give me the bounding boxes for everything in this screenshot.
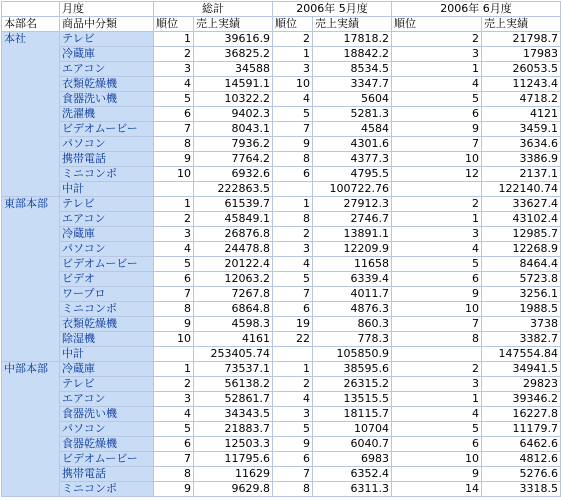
june-rank-cell: 2 <box>392 197 482 212</box>
header-june-sales: 売上実績 <box>482 17 561 32</box>
june-sales-cell: 29823 <box>482 377 561 392</box>
table-row <box>2 287 561 302</box>
may-sales-cell: 4011.7 <box>313 287 392 302</box>
subtotal-label-cell: 中計 <box>60 182 154 197</box>
header-total-rank: 順位 <box>154 17 194 32</box>
table-row <box>2 167 561 182</box>
total-sales-cell: 39616.9 <box>194 32 273 47</box>
june-rank-cell: 1 <box>392 392 482 407</box>
total-rank-cell: 2 <box>154 377 194 392</box>
may-sales-cell: 4301.6 <box>313 137 392 152</box>
product-cell: ビデオムービー <box>60 122 154 137</box>
june-rank-cell: 2 <box>392 362 482 377</box>
total-rank-cell: 3 <box>154 62 194 77</box>
june-sales-cell: 3634.6 <box>482 137 561 152</box>
may-rank-cell: 3 <box>273 62 313 77</box>
june-rank-cell: 5 <box>392 422 482 437</box>
june-sales-cell: 4121 <box>482 107 561 122</box>
total-sales-cell: 7764.2 <box>194 152 273 167</box>
may-rank-cell: 6 <box>273 167 313 182</box>
total-rank-cell: 8 <box>154 137 194 152</box>
subtotal-row <box>2 182 561 197</box>
subtotal-row <box>2 347 561 362</box>
may-rank-cell: 1 <box>273 47 313 62</box>
subtotal-empty-cell <box>154 347 194 362</box>
total-sales-cell: 61539.7 <box>194 197 273 212</box>
product-cell: エアコン <box>60 212 154 227</box>
total-sales-cell: 52861.7 <box>194 392 273 407</box>
total-sales-cell: 6864.8 <box>194 302 273 317</box>
header-branch: 本部名 <box>2 17 60 32</box>
may-sales-cell: 18842.2 <box>313 47 392 62</box>
subtotal-june-sales-cell: 147554.84 <box>482 347 561 362</box>
header-may: 2006年 5月度 <box>273 2 392 17</box>
table-row <box>2 92 561 107</box>
total-sales-cell: 26876.8 <box>194 227 273 242</box>
table-row <box>2 152 561 167</box>
may-rank-cell: 5 <box>273 272 313 287</box>
product-cell: パソコン <box>60 422 154 437</box>
total-rank-cell: 5 <box>154 257 194 272</box>
may-rank-cell: 1 <box>273 197 313 212</box>
product-cell: パソコン <box>60 242 154 257</box>
table-row <box>2 62 561 77</box>
product-cell: 携帯電話 <box>60 467 154 482</box>
table-row <box>2 122 561 137</box>
june-rank-cell: 3 <box>392 227 482 242</box>
may-rank-cell: 4 <box>273 392 313 407</box>
total-rank-cell: 3 <box>154 227 194 242</box>
product-cell: ワープロ <box>60 287 154 302</box>
june-sales-cell: 16227.8 <box>482 407 561 422</box>
may-rank-cell: 2 <box>273 377 313 392</box>
may-sales-cell: 27912.3 <box>313 197 392 212</box>
june-sales-cell: 3738 <box>482 317 561 332</box>
june-rank-cell: 7 <box>392 137 482 152</box>
total-sales-cell: 7936.2 <box>194 137 273 152</box>
total-rank-cell: 8 <box>154 467 194 482</box>
product-cell: 食器洗い機 <box>60 92 154 107</box>
may-rank-cell: 8 <box>273 212 313 227</box>
subtotal-june-sales-cell: 122140.74 <box>482 182 561 197</box>
total-sales-cell: 34343.5 <box>194 407 273 422</box>
table-row <box>2 47 561 62</box>
table-row <box>2 212 561 227</box>
may-rank-cell: 2 <box>273 32 313 47</box>
total-sales-cell: 10322.2 <box>194 92 273 107</box>
header-june: 2006年 6月度 <box>392 2 561 17</box>
table-row <box>2 302 561 317</box>
may-sales-cell: 6983 <box>313 452 392 467</box>
may-sales-cell: 12209.9 <box>313 242 392 257</box>
june-sales-cell: 4718.2 <box>482 92 561 107</box>
may-rank-cell: 7 <box>273 287 313 302</box>
subtotal-empty-cell <box>154 182 194 197</box>
table-row <box>2 107 561 122</box>
product-cell: 洗濯機 <box>60 107 154 122</box>
header-june-rank: 順位 <box>392 17 482 32</box>
may-rank-cell: 6 <box>273 452 313 467</box>
june-rank-cell: 5 <box>392 257 482 272</box>
june-rank-cell: 9 <box>392 287 482 302</box>
header-empty-cell <box>2 2 60 17</box>
product-cell: ビデオムービー <box>60 452 154 467</box>
total-sales-cell: 14591.1 <box>194 77 273 92</box>
subtotal-may-sales-cell: 100722.76 <box>313 182 392 197</box>
total-sales-cell: 8043.1 <box>194 122 273 137</box>
total-rank-cell: 1 <box>154 362 194 377</box>
may-sales-cell: 860.3 <box>313 317 392 332</box>
header-total-sales: 売上実績 <box>194 17 273 32</box>
product-cell: 食器乾燥機 <box>60 437 154 452</box>
subtotal-total-sales-cell: 222863.5 <box>194 182 273 197</box>
may-sales-cell: 778.3 <box>313 332 392 347</box>
product-cell: 冷蔵庫 <box>60 47 154 62</box>
total-sales-cell: 4598.3 <box>194 317 273 332</box>
table-row <box>2 197 561 212</box>
total-sales-cell: 56138.2 <box>194 377 273 392</box>
table-row <box>2 332 561 347</box>
total-rank-cell: 1 <box>154 32 194 47</box>
table-row <box>2 32 561 47</box>
table-row <box>2 317 561 332</box>
branch-name-cell: 本社 <box>2 32 60 197</box>
june-sales-cell: 11243.4 <box>482 77 561 92</box>
total-sales-cell: 4161 <box>194 332 273 347</box>
total-rank-cell: 4 <box>154 77 194 92</box>
product-cell: テレビ <box>60 32 154 47</box>
may-rank-cell: 4 <box>273 92 313 107</box>
may-rank-cell: 3 <box>273 407 313 422</box>
june-sales-cell: 12268.9 <box>482 242 561 257</box>
total-rank-cell: 6 <box>154 437 194 452</box>
may-rank-cell: 9 <box>273 437 313 452</box>
june-rank-cell: 6 <box>392 107 482 122</box>
total-sales-cell: 34588 <box>194 62 273 77</box>
june-rank-cell: 4 <box>392 407 482 422</box>
june-sales-cell: 2137.1 <box>482 167 561 182</box>
header-product: 商品中分類 <box>60 17 154 32</box>
table-row <box>2 392 561 407</box>
sales-ranking-table <box>1 1 561 497</box>
june-rank-cell: 14 <box>392 482 482 497</box>
subtotal-total-sales-cell: 253405.74 <box>194 347 273 362</box>
product-cell: テレビ <box>60 197 154 212</box>
june-rank-cell: 6 <box>392 437 482 452</box>
may-sales-cell: 5604 <box>313 92 392 107</box>
total-rank-cell: 5 <box>154 92 194 107</box>
june-rank-cell: 4 <box>392 77 482 92</box>
june-sales-cell: 3459.1 <box>482 122 561 137</box>
june-sales-cell: 8464.4 <box>482 257 561 272</box>
table-row <box>2 467 561 482</box>
may-sales-cell: 6311.3 <box>313 482 392 497</box>
product-cell: エアコン <box>60 62 154 77</box>
total-rank-cell: 4 <box>154 407 194 422</box>
total-sales-cell: 12503.3 <box>194 437 273 452</box>
june-rank-cell: 3 <box>392 47 482 62</box>
may-sales-cell: 4377.3 <box>313 152 392 167</box>
may-sales-cell: 10704 <box>313 422 392 437</box>
header-may-rank: 順位 <box>273 17 313 32</box>
table-row <box>2 422 561 437</box>
may-sales-cell: 4876.3 <box>313 302 392 317</box>
june-sales-cell: 3382.7 <box>482 332 561 347</box>
june-rank-cell: 3 <box>392 377 482 392</box>
product-cell: ミニコンポ <box>60 482 154 497</box>
product-cell: 衣類乾燥機 <box>60 317 154 332</box>
subtotal-label-cell: 中計 <box>60 347 154 362</box>
table-row <box>2 77 561 92</box>
june-rank-cell: 5 <box>392 92 482 107</box>
table-row <box>2 377 561 392</box>
may-sales-cell: 26315.2 <box>313 377 392 392</box>
table-row <box>2 257 561 272</box>
total-rank-cell: 9 <box>154 152 194 167</box>
june-rank-cell: 6 <box>392 272 482 287</box>
may-rank-cell: 19 <box>273 317 313 332</box>
header-may-sales: 売上実績 <box>313 17 392 32</box>
total-rank-cell: 7 <box>154 452 194 467</box>
june-rank-cell: 8 <box>392 332 482 347</box>
table-row <box>2 272 561 287</box>
total-sales-cell: 36825.2 <box>194 47 273 62</box>
total-rank-cell: 8 <box>154 302 194 317</box>
june-rank-cell: 9 <box>392 467 482 482</box>
may-sales-cell: 6352.4 <box>313 467 392 482</box>
june-sales-cell: 5276.6 <box>482 467 561 482</box>
may-sales-cell: 38595.6 <box>313 362 392 377</box>
subtotal-empty-cell <box>273 347 313 362</box>
may-rank-cell: 4 <box>273 257 313 272</box>
header-row-2 <box>2 17 561 32</box>
may-sales-cell: 2746.7 <box>313 212 392 227</box>
june-sales-cell: 21798.7 <box>482 32 561 47</box>
product-cell: ビデオムービー <box>60 257 154 272</box>
table-row <box>2 137 561 152</box>
may-sales-cell: 17818.2 <box>313 32 392 47</box>
table-row <box>2 407 561 422</box>
june-sales-cell: 34941.5 <box>482 362 561 377</box>
june-rank-cell: 10 <box>392 452 482 467</box>
table-row <box>2 452 561 467</box>
june-rank-cell: 12 <box>392 167 482 182</box>
may-rank-cell: 6 <box>273 302 313 317</box>
total-rank-cell: 10 <box>154 167 194 182</box>
june-rank-cell: 7 <box>392 317 482 332</box>
total-sales-cell: 20122.4 <box>194 257 273 272</box>
may-rank-cell: 7 <box>273 467 313 482</box>
may-rank-cell: 5 <box>273 107 313 122</box>
product-cell: 携帯電話 <box>60 152 154 167</box>
total-rank-cell: 6 <box>154 272 194 287</box>
product-cell: ミニコンポ <box>60 302 154 317</box>
may-sales-cell: 5281.3 <box>313 107 392 122</box>
june-sales-cell: 3256.1 <box>482 287 561 302</box>
may-rank-cell: 7 <box>273 122 313 137</box>
header-total: 総計 <box>154 2 273 17</box>
june-rank-cell: 9 <box>392 122 482 137</box>
total-sales-cell: 45849.1 <box>194 212 273 227</box>
may-rank-cell: 8 <box>273 152 313 167</box>
subtotal-empty-cell <box>273 182 313 197</box>
total-sales-cell: 12063.2 <box>194 272 273 287</box>
branch-name-cell: 中部本部 <box>2 362 60 497</box>
subtotal-empty-cell <box>392 347 482 362</box>
table-row <box>2 242 561 257</box>
total-rank-cell: 1 <box>154 197 194 212</box>
june-sales-cell: 4812.6 <box>482 452 561 467</box>
may-rank-cell: 1 <box>273 362 313 377</box>
may-rank-cell: 5 <box>273 422 313 437</box>
product-cell: 除湿機 <box>60 332 154 347</box>
june-rank-cell: 10 <box>392 152 482 167</box>
table-row <box>2 227 561 242</box>
june-sales-cell: 39346.2 <box>482 392 561 407</box>
total-rank-cell: 4 <box>154 242 194 257</box>
total-rank-cell: 2 <box>154 212 194 227</box>
product-cell: ビデオ <box>60 272 154 287</box>
june-rank-cell: 10 <box>392 302 482 317</box>
table-row <box>2 362 561 377</box>
june-sales-cell: 1988.5 <box>482 302 561 317</box>
total-sales-cell: 21883.7 <box>194 422 273 437</box>
product-cell: 衣類乾燥機 <box>60 77 154 92</box>
subtotal-empty-cell <box>392 182 482 197</box>
header-month: 月度 <box>60 2 154 17</box>
product-cell: 食器洗い機 <box>60 407 154 422</box>
total-rank-cell: 3 <box>154 392 194 407</box>
total-sales-cell: 24478.8 <box>194 242 273 257</box>
total-sales-cell: 7267.8 <box>194 287 273 302</box>
june-rank-cell: 2 <box>392 32 482 47</box>
june-sales-cell: 17983 <box>482 47 561 62</box>
june-sales-cell: 3318.5 <box>482 482 561 497</box>
june-sales-cell: 6462.6 <box>482 437 561 452</box>
may-rank-cell: 8 <box>273 482 313 497</box>
branch-name-cell: 東部本部 <box>2 197 60 362</box>
june-rank-cell: 1 <box>392 212 482 227</box>
table-row <box>2 482 561 497</box>
header-row-1 <box>2 2 561 17</box>
may-rank-cell: 3 <box>273 242 313 257</box>
total-rank-cell: 5 <box>154 422 194 437</box>
product-cell: 冷蔵庫 <box>60 227 154 242</box>
june-sales-cell: 33627.4 <box>482 197 561 212</box>
total-sales-cell: 11795.6 <box>194 452 273 467</box>
may-rank-cell: 9 <box>273 137 313 152</box>
total-sales-cell: 9629.8 <box>194 482 273 497</box>
may-sales-cell: 11658 <box>313 257 392 272</box>
total-sales-cell: 9402.3 <box>194 107 273 122</box>
june-sales-cell: 12985.7 <box>482 227 561 242</box>
may-sales-cell: 6339.4 <box>313 272 392 287</box>
product-cell: エアコン <box>60 392 154 407</box>
total-rank-cell: 6 <box>154 107 194 122</box>
june-sales-cell: 3386.9 <box>482 152 561 167</box>
product-cell: ミニコンポ <box>60 167 154 182</box>
total-rank-cell: 10 <box>154 332 194 347</box>
may-rank-cell: 10 <box>273 77 313 92</box>
may-sales-cell: 6040.7 <box>313 437 392 452</box>
may-rank-cell: 22 <box>273 332 313 347</box>
product-cell: パソコン <box>60 137 154 152</box>
product-cell: テレビ <box>60 377 154 392</box>
may-sales-cell: 3347.7 <box>313 77 392 92</box>
may-sales-cell: 13515.5 <box>313 392 392 407</box>
product-cell: 冷蔵庫 <box>60 362 154 377</box>
subtotal-may-sales-cell: 105850.9 <box>313 347 392 362</box>
total-sales-cell: 6932.6 <box>194 167 273 182</box>
may-sales-cell: 8534.5 <box>313 62 392 77</box>
june-sales-cell: 43102.4 <box>482 212 561 227</box>
table-body <box>2 2 561 497</box>
june-sales-cell: 11179.7 <box>482 422 561 437</box>
may-sales-cell: 4584 <box>313 122 392 137</box>
total-rank-cell: 9 <box>154 317 194 332</box>
may-sales-cell: 18115.7 <box>313 407 392 422</box>
may-sales-cell: 13891.1 <box>313 227 392 242</box>
table-row <box>2 437 561 452</box>
may-sales-cell: 4795.5 <box>313 167 392 182</box>
june-sales-cell: 26053.5 <box>482 62 561 77</box>
may-rank-cell: 2 <box>273 227 313 242</box>
total-rank-cell: 7 <box>154 287 194 302</box>
total-rank-cell: 2 <box>154 47 194 62</box>
total-sales-cell: 11629 <box>194 467 273 482</box>
june-sales-cell: 5723.8 <box>482 272 561 287</box>
total-rank-cell: 7 <box>154 122 194 137</box>
total-sales-cell: 73537.1 <box>194 362 273 377</box>
june-rank-cell: 4 <box>392 242 482 257</box>
total-rank-cell: 9 <box>154 482 194 497</box>
june-rank-cell: 1 <box>392 62 482 77</box>
